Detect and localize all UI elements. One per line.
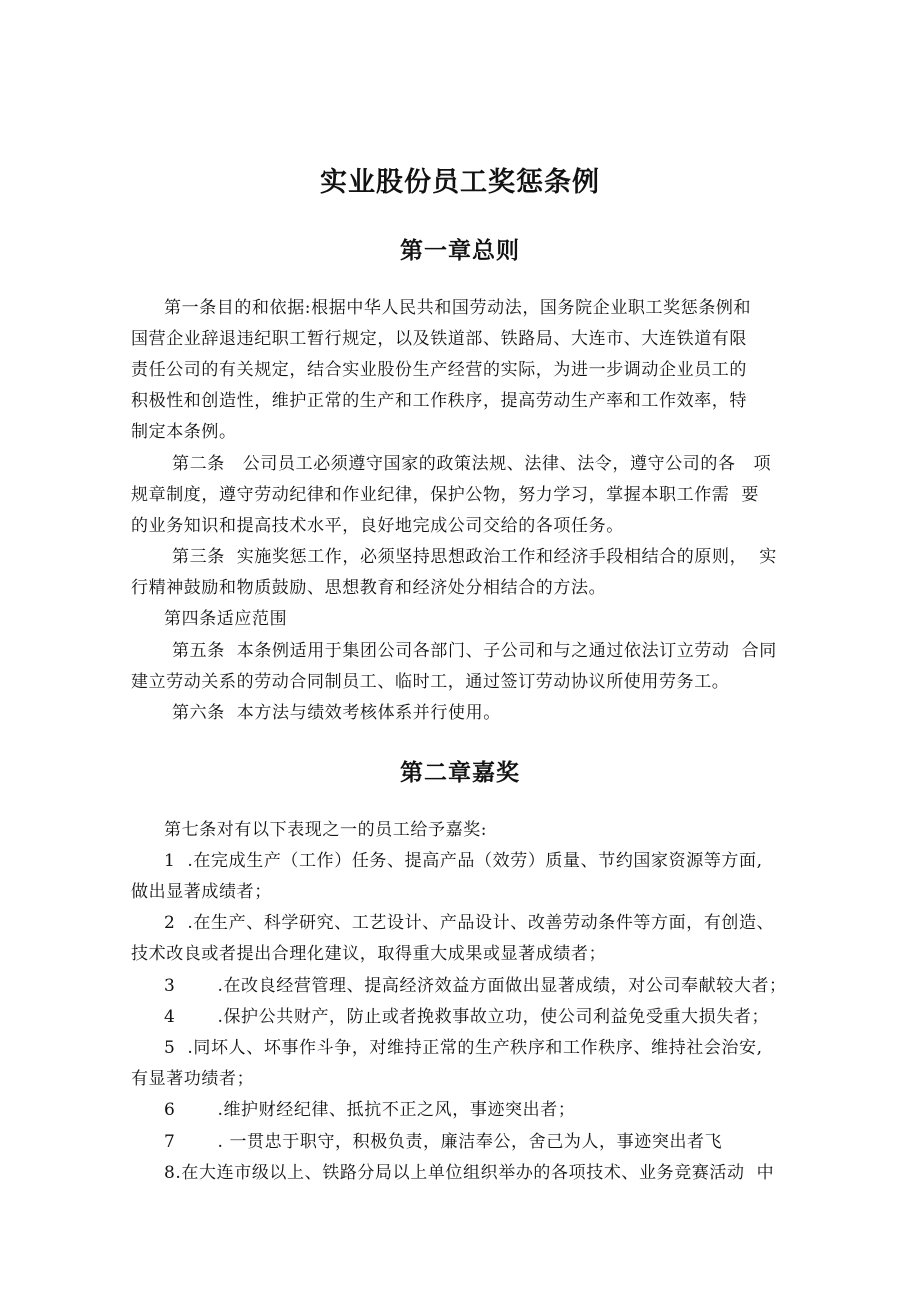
paragraph-line: 规章制度，遵守劳动纪律和作业纪律，保护公物，努力学习，掌握本职工作需 要 [131,485,760,505]
paragraph-line: 第二条 公司员工必须遵守国家的政策法规、法律、法令，遵守公司的各 项 [172,454,772,474]
paragraph-line: 国营企业辞退违纪职工暂行规定，以及铁道部、铁路局、大连市、大连铁道有限 [131,329,747,349]
document-title: 实业股份员工奖惩条例 [320,167,600,198]
paragraph-line: 积极性和创造性，维护正常的生产和工作秩序，提高劳动生产率和工作效率，特 [131,391,747,411]
paragraph-line: 制定本条例。 [131,422,237,442]
paragraph-line: 有显著功绩者； [131,1069,255,1089]
paragraph-line: 行精神鼓励和物质鼓励、思想教育和经济处分相结合的方法。 [131,578,607,598]
paragraph-line: 的业务知识和提高技术水平，良好地完成公司交给的各项任务。 [131,516,624,536]
paragraph-line: 第五条 本条例适用于集团公司各部门、子公司和与之通过依法订立劳动 合同 [172,641,777,661]
list-item: 7 . 一贯忠于职守，积极负责，廉洁奉公，舍己为人，事迹突出者飞 [164,1132,723,1152]
list-item: 3 .在改良经营管理、提高经济效益方面做出显著成绩，对公司奉献较大者； [164,976,787,996]
paragraph-line: 技术改良或者提出合理化建议，取得重大成果或显著成绩者； [131,944,607,964]
paragraph-line: 第七条对有以下表现之一的员工给予嘉奖: [164,820,488,840]
paragraph-line: 建立劳动关系的劳动合同制员工、临时工，通过签订劳动协议所使用劳务工。 [131,672,730,692]
list-item: 4 .保护公共财产，防止或者挽救事故立功，使公司利益免受重大损失者； [164,1007,770,1027]
list-item: 6 .维护财经纪律、抵抗不正之风，事迹突出者； [164,1100,576,1120]
paragraph-line: 做出显著成绩者； [131,882,272,902]
paragraph-line: 第四条适应范围 [164,609,288,629]
paragraph-line: 第六条 本方法与绩效考核体系并行使用。 [172,703,501,723]
paragraph-line: 第三条 实施奖惩工作，必须坚持思想政治工作和经济手段相结合的原则， 实 [172,547,777,567]
list-item: 5 .同坏人、坏事作斗争，对维持正常的生产秩序和工作秩序、维持社会治安, [164,1038,763,1058]
paragraph-line: 责任公司的有关规定，结合实业股份生产经营的实际，为进一步调动企业员工的 [131,360,747,380]
chapter-heading: 第一章总则 [400,238,520,264]
list-item: 2 .在生产、科学研究、工艺设计、产品设计、改善劳动条件等方面，有创造、 [164,913,775,933]
list-item: 8.在大连市级以上、铁路分局以上单位组织举办的各项技术、业务竞赛活动 中 [164,1163,775,1183]
paragraph-line: 第一条目的和依据:根据中华人民共和国劳动法，国务院企业职工奖惩条例和 [164,298,752,318]
list-item: 1 .在完成生产（工作）任务、提高产品（效劳）质量、节约国家资源等方面, [164,851,763,871]
chapter-heading: 第二章嘉奖 [400,760,520,786]
